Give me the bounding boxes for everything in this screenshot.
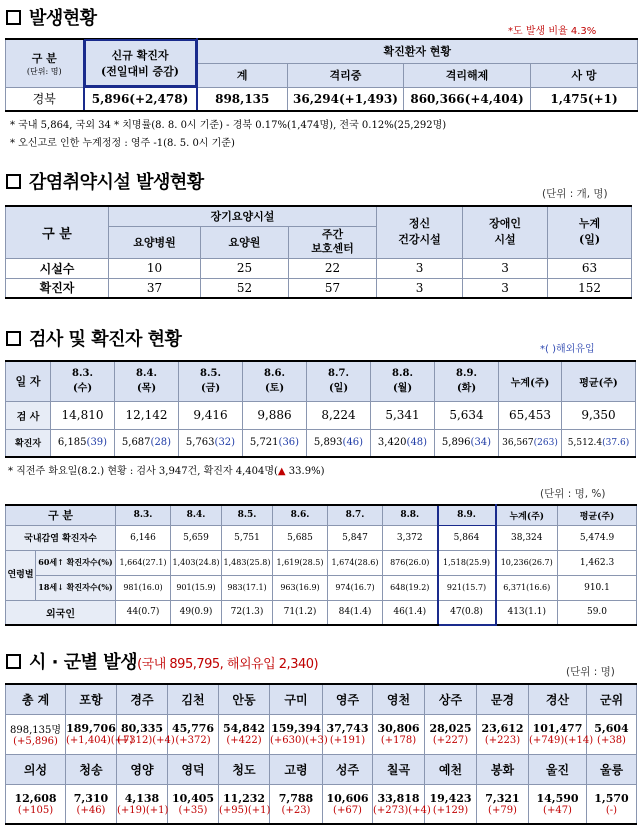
region-name: 칠곡 (373, 754, 425, 784)
header-isolating: 격리중 (288, 63, 404, 87)
region-count: 7,310 (+46) (66, 784, 117, 824)
region-count: 5,604 (+38) (587, 714, 637, 754)
region-count: 898,135명 (+5,896) (6, 714, 66, 754)
footnote-prev-week: * 직전주 화요일(8.2.) 현황 : 검사 3,947건, 확진자 4,404명(▲ 33.9%) (8, 466, 325, 477)
region-count: 7,788 (+23) (270, 784, 323, 824)
section-title-occurrence: 발생현황 (6, 4, 97, 30)
table-row: 연령별 60세↑ 확진자수(%) 1,664(27.1) 1,403(24.8) 1,483(25.8) 1,619(28.5) 1,674(28.6) 876(26.0) 1,518(25.9) 10,236(26.7) 1,462.3 (6, 550, 637, 575)
region-count: 80,335 (+312)(+4) (117, 714, 168, 754)
table-row: 국내감염 확진자수 6,146 5,659 5,751 5,685 5,847 3,372 5,864 38,324 5,474.9 (6, 525, 637, 550)
region-count: 10,405 (+35) (168, 784, 219, 824)
region-name: 성주 (323, 754, 373, 784)
value-released: 860,366(+4,404) (404, 87, 531, 111)
header-gubun: 구 분 (단위: 명) (6, 39, 84, 87)
region-count: 1,570 (-) (587, 784, 637, 824)
footnote-fatality: * 국내 5,864, 국외 34 * 치명률(8. 8. 0시 기준) - 경북 0.17%(1,474명), 전국 0.12%(25,292명) (10, 120, 447, 131)
header-nursing-hospital: 요양병원 (109, 226, 201, 258)
highlight-today: 8.9. (438, 505, 496, 525)
facilities-table (5, 205, 632, 299)
unit-label: (단위 : 개, 명) (542, 188, 608, 200)
header-gubun: 구 분 (6, 206, 109, 258)
age-side-label: 연령별 (6, 550, 36, 600)
region-count: 4,138 (+19)(+1) (117, 784, 168, 824)
overseas-note: *( )해외유입 (540, 344, 595, 355)
region-name: 구미 (270, 684, 323, 714)
region-count: 14,590 (+47) (529, 784, 587, 824)
table-row: 외국인 44(0.7) 49(0.9) 72(1.3) 71(1.2) 84(1.4) 46(1.4) 47(0.8) 413(1.1) 59.0 (6, 600, 637, 625)
region-name: 봉화 (477, 754, 529, 784)
tests-table (5, 360, 636, 458)
value-isolating: 36,294(+1,493) (288, 87, 404, 111)
header-mental-health: 정신 건강시설 (377, 206, 463, 258)
region-name: 영주 (323, 684, 373, 714)
header-day: 8.3. (수) (51, 361, 115, 401)
header-day: 8.7. (일) (307, 361, 371, 401)
header-day: 8.5. (금) (179, 361, 243, 401)
region-name: 영덕 (168, 754, 219, 784)
checkbox-square-icon (6, 331, 21, 346)
header-day: 8.9. (화) (435, 361, 499, 401)
region-count: 37,743 (+191) (323, 714, 373, 754)
header-total: 계 (197, 63, 288, 87)
region-name: 포항 (66, 684, 117, 714)
region-name: 청송 (66, 754, 117, 784)
header-deaths: 사 망 (531, 63, 638, 87)
value-total: 898,135 (197, 87, 288, 111)
row-label-gyeongbuk: 경북 (6, 87, 84, 111)
table-row: 확진자 37 52 57 3 3 152 (6, 278, 632, 298)
region-name: 고령 (270, 754, 323, 784)
occurrence-table (5, 38, 638, 112)
region-name: 울릉 (587, 754, 637, 784)
header-cumulative: 누계 (일) (548, 206, 632, 258)
region-name: 영천 (373, 684, 425, 714)
checkbox-square-icon (6, 654, 21, 669)
region-count: 45,776 (+372) (168, 714, 219, 754)
region-name: 경주 (117, 684, 168, 714)
region-name: 안동 (219, 684, 270, 714)
region-count: 11,232 (+95)(+1) (219, 784, 270, 824)
region-count: 101,477 (+749)(+14) (529, 714, 587, 754)
region-count: 30,806 (+178) (373, 714, 425, 754)
section-title-tests: 검사 및 확진자 현황 (6, 325, 181, 351)
header-disability: 장애인 시설 (463, 206, 548, 258)
region-count: 7,321 (+79) (477, 784, 529, 824)
header-new-cases: 신규 확진자 (전일대비 증감) (84, 39, 197, 87)
region-count: 33,818 (+273)(+4) (373, 784, 425, 824)
region-count: 19,423 (+129) (425, 784, 477, 824)
region-name: 문경 (477, 684, 529, 714)
header-patient-status: 확진환자 현황 (197, 39, 638, 63)
header-day: 8.8. (월) (371, 361, 435, 401)
unit-label: (단위 : 명, %) (540, 488, 606, 500)
region-count: 159,394 (+630)(+3) (270, 714, 323, 754)
section-title-vulnerable-facilities: 감염취약시설 발생현황 (6, 168, 204, 194)
header-released: 격리해제 (404, 63, 531, 87)
header-nursing-home: 요양원 (201, 226, 289, 258)
table-row: 확진자 6,185(39) 5,687(28) 5,763(32) 5,721(36) 5,893(46) 3,420(48) 5,896(34) 36,567(263) 5,512.4(37.6) (6, 429, 636, 457)
unit-label: (단위 : 명) (566, 666, 615, 678)
city-county-table (5, 683, 637, 825)
header-day: 8.6. (토) (243, 361, 307, 401)
region-name: 김천 (168, 684, 219, 714)
header-day: 8.4. (목) (115, 361, 179, 401)
header-weekly-total: 누계(주) (499, 361, 562, 401)
header-date: 일 자 (6, 361, 51, 401)
header-daycare: 주간 보호센터 (289, 226, 377, 258)
region-name: 청도 (219, 754, 270, 784)
age-breakdown-table: 구 분 8.3. 8.4. 8.5. 8.6. 8.7. 8.8. 8.9. 누계(주) 평균(주) 국내감염 확진자수 6,146 5,659 5,751 5,685 5,847 3,372 5,864 38,324 5,474.9 연령별 60세↑ 확진자수(%) 1,664(27.1) 1,403(24.8) 1,483(25.8) 1,619(28.5) 1,674(28.6) 876(26.0) 1,518(25.9) 10,236(26.7) 1,462.3 18세↓ 확진자수(%) 981(16.0) 901(15.9) 983(17.1) 963(16.9) 974(16.7) 648(19.2) 921(15.7) 6,371(16.6) 910.1 외국인 44(0.7) 49(0.9) 72(1.3) 71(1.2) 84(1.4) 46(1.4) 47(0.8) 413(1.1) 59.0 (5, 504, 637, 626)
region-name: 총 계 (6, 684, 66, 714)
table-row: 시설수 10 25 22 3 3 63 (6, 258, 632, 278)
up-triangle-icon: ▲ (277, 466, 286, 477)
region-name: 예천 (425, 754, 477, 784)
region-name: 경산 (529, 684, 587, 714)
checkbox-square-icon (6, 10, 21, 25)
region-count: 28,025 (+227) (425, 714, 477, 754)
region-count: 10,606 (+67) (323, 784, 373, 824)
value-new-cases: 5,896(+2,478) (84, 87, 197, 111)
province-ratio-note: *도 발생 비율 4.3% (508, 26, 597, 37)
domestic-overseas-subtitle: (국내 895,795, 해외유입 2,340) (137, 657, 319, 672)
table-row: 검 사 14,810 12,142 9,416 9,886 8,224 5,341 5,634 65,453 9,350 (6, 401, 636, 429)
value-deaths: 1,475(+1) (531, 87, 638, 111)
table-row: 18세↓ 확진자수(%) 981(16.0) 901(15.9) 983(17.1) 963(16.9) 974(16.7) 648(19.2) 921(15.7) 6,371(16.6) 910.1 (6, 575, 637, 600)
region-count: 23,612 (+223) (477, 714, 529, 754)
region-name: 의성 (6, 754, 66, 784)
header-weekly-average: 평균(주) (562, 361, 636, 401)
region-count: 189,706 (+1,404)(+7) (66, 714, 117, 754)
region-name: 상주 (425, 684, 477, 714)
footnote-correction: * 오신고로 인한 누계정정 : 영주 -1(8. 5. 0시 기준) (10, 138, 235, 149)
region-name: 울진 (529, 754, 587, 784)
region-name: 영양 (117, 754, 168, 784)
region-name: 군위 (587, 684, 637, 714)
header-long-term-care: 장기요양시설 (109, 206, 377, 226)
checkbox-square-icon (6, 174, 21, 189)
region-count: 54,842 (+422) (219, 714, 270, 754)
region-count: 12,608 (+105) (6, 784, 66, 824)
section-title-city-county: 시 · 군별 발생(국내 895,795, 해외유입 2,340) (6, 648, 318, 674)
header-gubun: 구 분 (6, 505, 116, 525)
